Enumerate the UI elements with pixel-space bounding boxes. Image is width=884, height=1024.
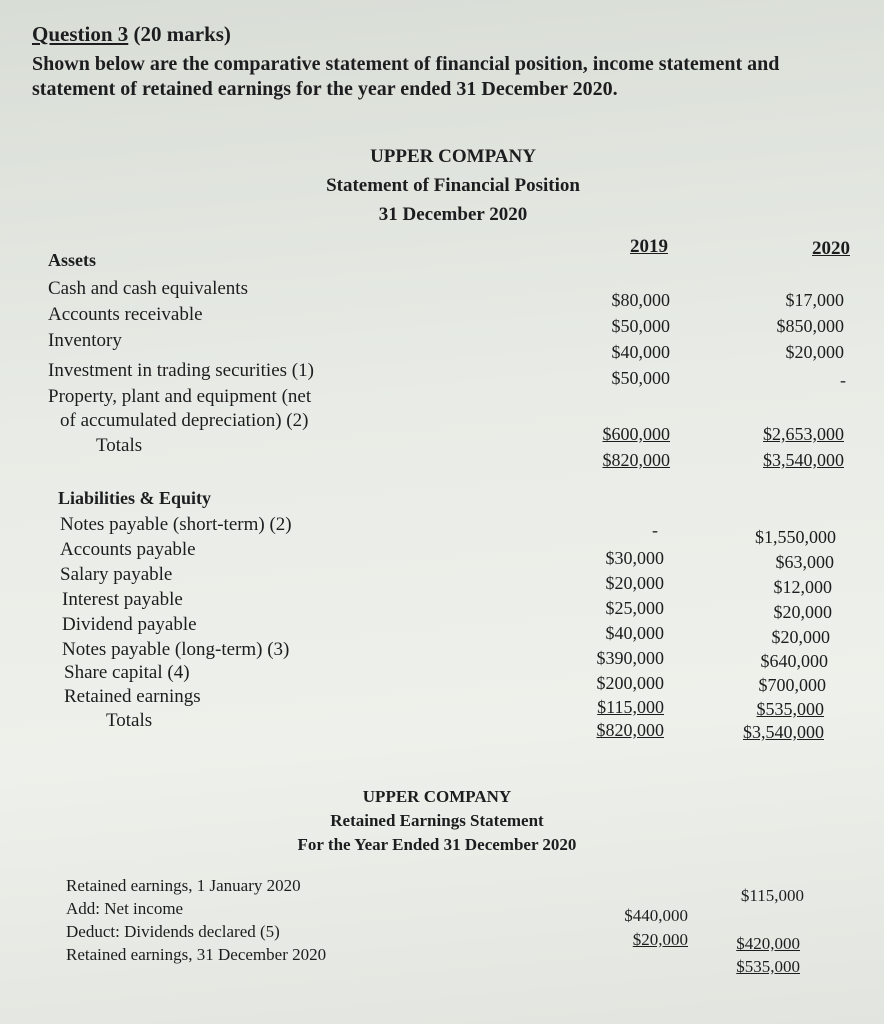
- liability-2019-value: $390,000: [596, 648, 664, 668]
- asset-2020-value: $17,000: [785, 290, 844, 310]
- asset-label: Inventory: [48, 330, 122, 351]
- liability-2020-value: $20,000: [773, 602, 832, 622]
- question-marks: (20 marks): [133, 22, 231, 46]
- sofp-date: 31 December 2020: [378, 204, 528, 225]
- liability-2019-value: $115,000: [597, 697, 664, 717]
- re-period: For the Year Ended 31 December 2020: [297, 835, 577, 854]
- asset-2020-value: $2,653,000: [763, 424, 844, 444]
- question-intro: Shown below are the comparative statement of financial position, income statement and statement of retained earnings for the year ended 31 December 2020.: [32, 53, 780, 100]
- asset-2019-value: $40,000: [611, 342, 670, 362]
- re-row-label: Deduct: Dividends declared (5): [66, 922, 280, 941]
- assets-heading: Assets: [48, 250, 96, 270]
- asset-2019-value: $80,000: [611, 290, 670, 310]
- asset-label: Investment in trading securities (1): [48, 360, 314, 381]
- re-inner-value: $440,000: [624, 906, 688, 925]
- liab-total-2019: $820,000: [596, 720, 664, 740]
- col-2019-header: 2019: [630, 236, 668, 257]
- liability-2019-value: $30,000: [605, 548, 664, 568]
- liability-label: Retained earnings: [64, 686, 201, 707]
- liability-2019-value: -: [652, 520, 658, 540]
- re-row-label: Retained earnings, 1 January 2020: [66, 876, 301, 895]
- liability-2020-value: $535,000: [756, 699, 824, 719]
- re-outer-value: $115,000: [740, 886, 804, 905]
- liability-2020-value: $700,000: [758, 675, 826, 695]
- liability-label: Share capital (4): [64, 662, 190, 683]
- liability-label: Notes payable (short-term) (2): [60, 514, 292, 535]
- liab-total-2020: $3,540,000: [743, 722, 824, 742]
- re-inner-value: $20,000: [632, 930, 688, 949]
- liability-2019-value: $40,000: [605, 623, 664, 643]
- liability-label: Interest payable: [62, 589, 183, 610]
- liability-2020-value: $640,000: [760, 651, 828, 671]
- liability-2020-value: $20,000: [771, 627, 830, 647]
- liability-2019-value: $20,000: [605, 573, 664, 593]
- re-outer-value: $420,000: [736, 934, 800, 953]
- asset-2020-value: $850,000: [776, 316, 844, 336]
- asset-2019-value: $50,000: [611, 368, 670, 388]
- re-row-label: Retained earnings, 31 December 2020: [66, 945, 327, 964]
- liability-label: Salary payable: [60, 564, 173, 585]
- question-number: Question 3: [32, 22, 129, 46]
- liability-label: Dividend payable: [62, 614, 197, 635]
- liab-totals-label: Totals: [106, 710, 153, 731]
- asset-label: Cash and cash equivalents: [48, 278, 248, 299]
- liability-label: Notes payable (long-term) (3): [62, 639, 290, 660]
- liability-2020-value: $12,000: [773, 577, 832, 597]
- asset-2020-value: -: [840, 370, 846, 390]
- asset-label: Property, plant and equipment (net: [48, 386, 312, 407]
- asset-label: Accounts receivable: [48, 304, 203, 325]
- re-company: UPPER COMPANY: [362, 787, 512, 806]
- question-title: [32, 22, 231, 47]
- liability-2019-value: $200,000: [596, 673, 664, 693]
- asset-2019-value: $600,000: [602, 424, 670, 444]
- asset-2020-value: $20,000: [785, 342, 844, 362]
- col-2020-header: 2020: [812, 238, 850, 259]
- assets-total-2019: $820,000: [602, 450, 670, 470]
- liability-2019-value: $25,000: [605, 598, 664, 618]
- liability-label: Accounts payable: [60, 539, 196, 560]
- re-title: Retained Earnings Statement: [330, 811, 544, 830]
- re-row-label: Add: Net income: [66, 899, 184, 918]
- liabilities-heading: Liabilities & Equity: [58, 488, 212, 508]
- asset-2019-value: $50,000: [611, 316, 670, 336]
- assets-total-2020: $3,540,000: [763, 450, 844, 470]
- sofp-title: Statement of Financial Position: [326, 175, 580, 196]
- asset-label-cont: of accumulated depreciation) (2): [60, 410, 309, 431]
- sofp-company: UPPER COMPANY: [370, 146, 536, 167]
- liability-2020-value: $1,550,000: [755, 527, 836, 547]
- liability-2020-value: $63,000: [775, 552, 834, 572]
- re-outer-value: $535,000: [736, 957, 800, 976]
- assets-totals-label: Totals: [96, 435, 143, 456]
